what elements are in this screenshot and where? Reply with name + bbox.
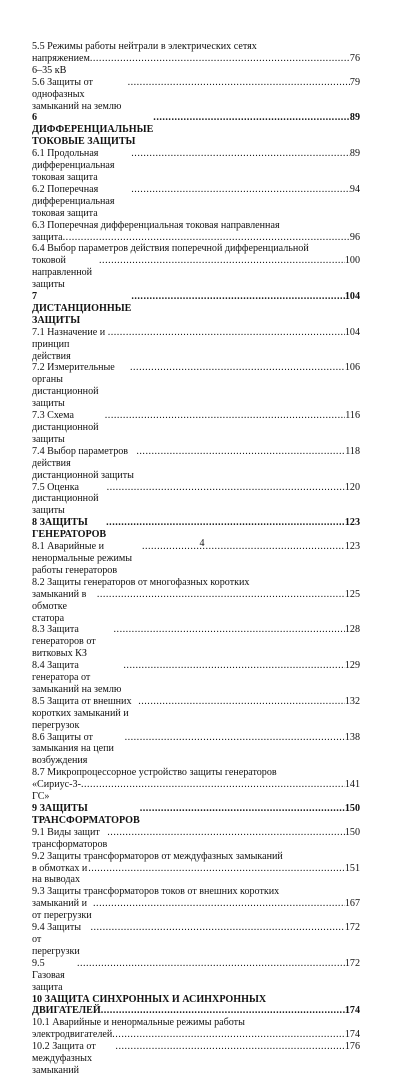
dot-leader xyxy=(153,112,350,124)
toc-page-number: 123 xyxy=(344,517,360,529)
toc-entry-line xyxy=(32,863,360,887)
dot-leader xyxy=(107,827,345,839)
toc-section-heading xyxy=(32,291,360,327)
toc-entry-title-line: 6.3 Поперечная дифференциальная токовая направленная xyxy=(32,219,280,231)
table-of-contents xyxy=(32,41,360,1077)
toc-entry-line xyxy=(32,624,360,660)
toc-entry-line xyxy=(32,1029,360,1041)
dot-leader xyxy=(131,148,350,160)
dot-leader xyxy=(107,482,345,494)
toc-entry xyxy=(32,243,360,291)
toc-entry xyxy=(32,827,360,851)
toc-entry-title: напряжением 6–35 кВ xyxy=(32,52,90,76)
toc-page-number: 132 xyxy=(344,695,360,707)
toc-page-number: 123 xyxy=(344,541,360,553)
dot-leader xyxy=(106,517,345,529)
toc-entry-title: 7.3 Схема дистанционной защиты xyxy=(32,410,99,445)
toc-entry-line xyxy=(32,1005,360,1017)
dot-leader xyxy=(88,863,345,875)
toc-entry-line xyxy=(32,112,360,148)
toc-page-number: 138 xyxy=(344,731,360,743)
toc-entry xyxy=(32,327,360,363)
toc-entry-line xyxy=(32,779,360,803)
toc-entry-line xyxy=(32,958,360,994)
toc-entry-line xyxy=(32,827,360,851)
dot-leader xyxy=(131,291,345,303)
toc-page-number: 106 xyxy=(344,362,360,374)
toc-entry xyxy=(32,77,360,113)
toc-entry-line xyxy=(32,410,360,446)
toc-entry-title: защита xyxy=(32,231,63,243)
toc-page-number: 116 xyxy=(345,410,360,422)
dot-leader xyxy=(63,232,350,244)
toc-entry-line xyxy=(32,898,360,922)
dot-leader xyxy=(136,446,345,458)
toc-entry-title-line: 10 ЗАЩИТА СИНХРОННЫХ И АСИНХРОННЫХ xyxy=(32,993,267,1005)
toc-entry-title: ДВИГАТЕЛЕЙ xyxy=(32,1005,101,1017)
dot-leader xyxy=(81,779,345,791)
toc-entry-title: 8.1 Аварийные и ненормальные режимы работы генераторов xyxy=(32,541,133,576)
toc-entry xyxy=(32,886,360,922)
toc-page-number: 151 xyxy=(344,862,360,874)
dot-leader xyxy=(140,803,345,815)
dot-leader xyxy=(108,327,345,339)
dot-leader xyxy=(93,898,345,910)
toc-entry-title-line: 8.2 Защиты генераторов от многофазных коротких xyxy=(32,576,250,588)
toc-page-number: 104 xyxy=(344,326,360,338)
toc-entry-line xyxy=(32,482,360,518)
toc-entry xyxy=(32,184,360,220)
toc-entry-title: 6.2 Поперечная дифференциальная токовая защита xyxy=(32,183,115,219)
toc-entry-line xyxy=(32,732,360,768)
toc-entry xyxy=(32,851,360,887)
toc-entry-line xyxy=(32,362,360,410)
toc-entry-title: 8.6 Защиты от замыкания на цепи возбуждения xyxy=(32,731,114,767)
toc-entry xyxy=(32,482,360,518)
toc-page-number: 118 xyxy=(345,445,360,457)
dot-leader xyxy=(125,732,345,744)
dot-leader xyxy=(130,362,345,374)
toc-entry xyxy=(32,660,360,696)
dot-leader xyxy=(90,53,350,65)
toc-entry-line xyxy=(32,77,360,113)
toc-entry xyxy=(32,41,360,77)
toc-entry xyxy=(32,696,360,732)
toc-entry-title: замыканий и от перегрузки xyxy=(32,898,92,922)
dot-leader xyxy=(128,77,350,89)
toc-page-number: 176 xyxy=(344,1041,360,1053)
dot-leader xyxy=(131,184,350,196)
toc-entry-title: замыканий в обмотке статора xyxy=(32,588,87,624)
toc-page-number: 172 xyxy=(344,922,360,934)
toc-entry-line xyxy=(32,148,360,184)
toc-entry xyxy=(32,410,360,446)
toc-page-number: 120 xyxy=(344,481,360,493)
toc-entry-title: «Сириус-3-ГС» xyxy=(32,779,81,803)
toc-entry-title: 5.6 Защиты от однофазных замыканий на землю xyxy=(32,76,122,112)
dot-leader xyxy=(114,624,345,636)
toc-entry-line xyxy=(32,922,360,958)
toc-entry-title-line: 8.7 Микропроцессорное устройство защиты генераторов xyxy=(32,767,277,779)
toc-entry xyxy=(32,1041,360,1077)
toc-page-number: 79 xyxy=(349,76,360,88)
dot-leader xyxy=(101,1005,345,1017)
toc-entry xyxy=(32,446,360,482)
toc-page-number: 141 xyxy=(344,779,360,791)
toc-section-heading xyxy=(32,994,360,1018)
toc-entry-title-line: 9.3 Защиты трансформаторов токов от внешних коротких xyxy=(32,886,280,898)
dot-leader xyxy=(115,1041,344,1053)
toc-entry-title: 8 ЗАЩИТЫ ГЕНЕРАТОРОВ xyxy=(32,517,107,541)
toc-page-number: 89 xyxy=(349,112,360,124)
dot-leader xyxy=(123,660,344,672)
toc-entry-title-line: 10.1 Аварийные и ненормальные режимы работы xyxy=(32,1017,245,1029)
toc-page-number: 129 xyxy=(344,660,360,672)
toc-entry-line xyxy=(32,327,360,363)
toc-section-heading xyxy=(32,112,360,148)
toc-page-number: 128 xyxy=(344,624,360,636)
toc-page-number: 76 xyxy=(349,52,360,64)
toc-entry-title: 8.4 Защита генератора от замыканий на землю xyxy=(32,660,122,695)
dot-leader xyxy=(99,255,345,267)
toc-page-number: 167 xyxy=(344,898,360,910)
toc-entry-line xyxy=(32,53,360,77)
toc-entry-title: 9 ЗАЩИТЫ ТРАНСФОРМАТОРОВ xyxy=(32,803,140,826)
toc-entry-line xyxy=(32,589,360,625)
toc-entry-title: 7.1 Назначение и принцип действия xyxy=(32,326,106,362)
toc-entry-title: 9.5 Газовая защита xyxy=(32,957,65,993)
toc-section-heading xyxy=(32,803,360,827)
toc-entry-line xyxy=(32,232,360,244)
toc-entry-line xyxy=(32,291,360,327)
toc-entry xyxy=(32,148,360,184)
toc-entry-line xyxy=(32,696,360,732)
toc-entry-title: 7.2 Измерительные органы дистанционной защиты xyxy=(32,362,115,410)
toc-entry-title: 8.5 Защита от внешних коротких замыканий и перегрузок xyxy=(32,695,132,731)
dot-leader xyxy=(138,696,345,708)
toc-entry-line xyxy=(32,660,360,696)
toc-entry-title: 7.4 Выбор параметров действия дистанционной защиты xyxy=(32,445,134,481)
toc-entry-line xyxy=(32,255,360,291)
toc-entry-title: 9.1 Виды защит трансформаторов xyxy=(32,826,108,850)
toc-page-number: 104 xyxy=(344,291,360,303)
toc-entry-title: 10.2 Защита от междуфазных замыканий xyxy=(32,1041,96,1076)
toc-entry xyxy=(32,958,360,994)
toc-entry xyxy=(32,577,360,625)
toc-page-number: 96 xyxy=(349,231,360,243)
page-number: 4 xyxy=(199,538,205,549)
toc-page-number: 150 xyxy=(344,826,360,838)
toc-entry xyxy=(32,767,360,803)
toc-entry-title: токовой направленной защиты xyxy=(32,255,93,291)
toc-page-number: 100 xyxy=(344,255,360,267)
toc-entry-line xyxy=(32,803,360,827)
toc-entry-title-line: 9.2 Защиты трансформаторов от междуфазных замыканий xyxy=(32,850,283,862)
toc-page-number: 89 xyxy=(349,148,360,160)
toc-entry-title: 6 ДИФФЕРЕНЦИАЛЬНЫЕ ТОКОВЫЕ ЗАЩИТЫ xyxy=(32,112,154,148)
toc-entry xyxy=(32,1017,360,1041)
toc-entry xyxy=(32,362,360,410)
toc-entry-line xyxy=(32,1041,360,1077)
toc-entry-title: 8.3 Защита генераторов от витковых КЗ xyxy=(32,624,96,660)
toc-page-number: 174 xyxy=(344,1029,360,1041)
toc-entry xyxy=(32,922,360,958)
toc-entry-title: 6.1 Продольная дифференциальная токовая защита xyxy=(32,148,115,183)
toc-entry xyxy=(32,624,360,660)
toc-page-number: 125 xyxy=(344,588,360,600)
toc-entry-line xyxy=(32,184,360,220)
toc-page-number: 172 xyxy=(344,957,360,969)
toc-page-number: 174 xyxy=(344,1005,360,1017)
dot-leader xyxy=(77,958,345,970)
toc-entry-title: 7.5 Оценка дистанционной защиты xyxy=(32,481,99,517)
dot-leader xyxy=(105,410,345,422)
toc-entry xyxy=(32,732,360,768)
toc-page-number: 150 xyxy=(344,803,360,814)
toc-page-number: 94 xyxy=(349,183,360,195)
toc-entry-title: электродвигателей xyxy=(32,1029,113,1041)
toc-entry-line xyxy=(32,446,360,482)
toc-entry-title: 9.4 Защиты от перегрузки xyxy=(32,922,82,957)
dot-leader xyxy=(90,922,344,934)
dot-leader xyxy=(112,1029,345,1041)
toc-entry-title: в обмотках и на выводах xyxy=(32,862,88,886)
toc-entry-title-line: 6.4 Выбор параметров действия поперечной дифференциальной xyxy=(32,243,309,255)
toc-entry xyxy=(32,220,360,244)
toc-entry-title: 7 ДИСТАНЦИОННЫЕ ЗАЩИТЫ xyxy=(32,291,132,326)
toc-entry-title-line: 5.5 Режимы работы нейтрали в электрических сетях xyxy=(32,41,257,52)
dot-leader xyxy=(97,589,345,601)
